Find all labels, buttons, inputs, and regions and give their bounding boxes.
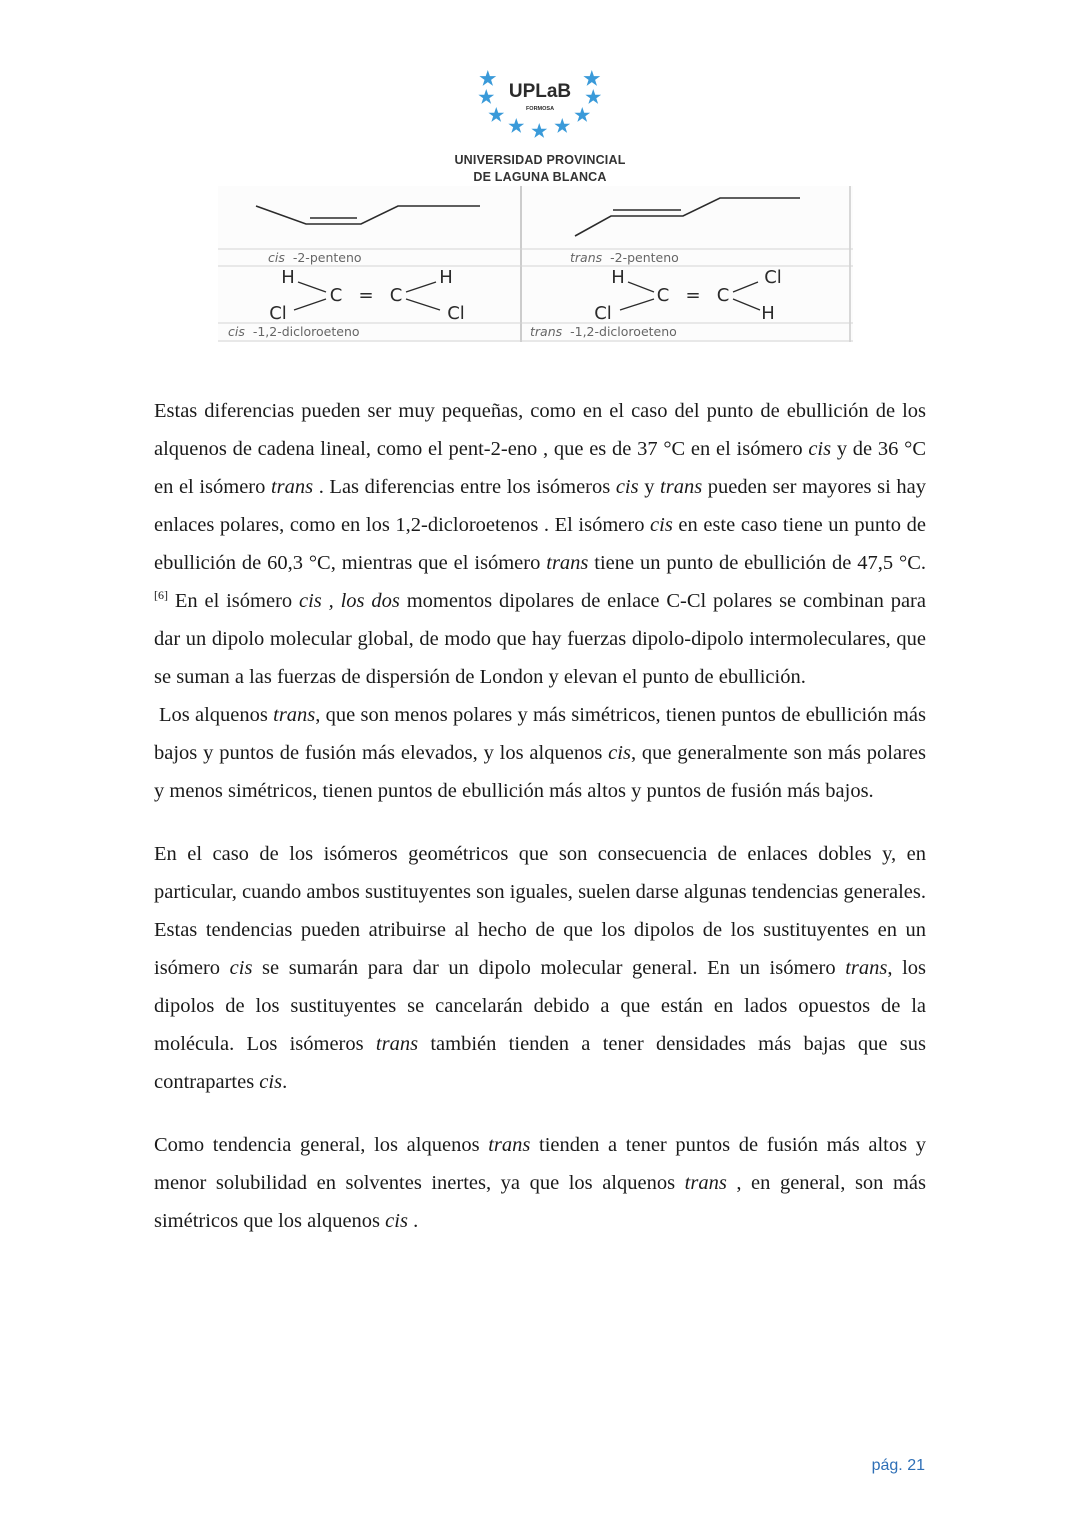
svg-text:H: H <box>281 267 295 288</box>
star-icon <box>508 118 524 133</box>
isomer-figure <box>218 186 853 342</box>
star-icon <box>531 123 547 138</box>
svg-text:H: H <box>439 267 453 288</box>
svg-text:C: C <box>329 285 343 306</box>
svg-text:C: C <box>389 285 403 306</box>
svg-text:cis -1,2-dicloroeteno <box>228 324 360 339</box>
star-icon <box>583 70 600 86</box>
svg-text:C: C <box>656 285 670 306</box>
logo-subtext: FORMOSA <box>525 106 555 112</box>
star-ring-icon <box>475 62 605 144</box>
paragraph-3: En el caso de los isómeros geométricos que son consecuencia de enlaces dobles y, en particular, cuando ambos sustituyentes son iguales, suelen darse algunas tendencias generales. Estas tendencias pueden atribuirse al hecho de que los dipolos de los sustituyentes en un isómero cis se sumarán para dar un dipolo molecular general. En un isómero trans, los dipolos de los sustituyentes se cancelarán debido a que están en lados opuestos de la molécula. Los isómeros trans también tienden a tener densidades más bajas que sus contrapartes cis. <box>154 843 927 1093</box>
svg-text:cis -2-penteno <box>268 250 362 265</box>
university-name-line2: DE LAGUNA BLANCA <box>473 170 607 184</box>
star-icon <box>554 118 570 133</box>
body-text <box>154 392 926 1240</box>
university-name-line1: UNIVERSIDAD PROVINCIAL <box>454 153 626 167</box>
paragraph-2: Los alquenos trans, que son menos polares y más simétricos, tienen puntos de ebullición más bajos y puntos de fusión más elevados, y los alquenos cis, que generalmente son más polares y menos simétricos, tienen puntos de ebullición más altos y puntos de fusión más bajos. <box>154 704 926 802</box>
svg-text:=: = <box>358 285 374 306</box>
svg-text:Cl: Cl <box>764 267 782 288</box>
compound-label: -2-penteno <box>610 250 679 265</box>
citation-ref: [6] <box>154 588 168 603</box>
star-icon <box>574 107 590 122</box>
star-icon <box>488 107 504 122</box>
svg-text:Cl: Cl <box>447 303 465 324</box>
paragraph-4: Como tendencia general, los alquenos trans tienden a tener puntos de fusión más altos y menor solubilidad en solventes inertes, ya que los alquenos trans , en general, son más simétricos que los alquenos cis . <box>154 1134 926 1232</box>
compound-label: -1,2-dicloroeteno <box>570 324 677 339</box>
star-icon <box>478 89 494 104</box>
svg-text:C: C <box>716 285 730 306</box>
page-number: pág. 21 <box>871 1457 925 1474</box>
svg-text:Cl: Cl <box>269 303 287 324</box>
compound-label: -2-penteno <box>292 250 362 265</box>
svg-text:=: = <box>685 285 701 306</box>
svg-text:Cl: Cl <box>594 303 612 324</box>
isomer-label: trans <box>570 250 603 265</box>
svg-text:H: H <box>761 303 775 324</box>
isomer-label: cis <box>228 324 245 339</box>
logo-text: UPLaB <box>508 81 572 102</box>
compound-label: -1,2-dicloroeteno <box>252 324 360 339</box>
isomer-label: trans <box>530 324 563 339</box>
star-icon <box>479 70 496 86</box>
university-logo <box>0 62 1080 186</box>
svg-text:H: H <box>611 267 625 288</box>
svg-text:trans -2-penteno <box>570 250 679 265</box>
isomer-label: cis <box>268 250 285 265</box>
star-icon <box>585 89 601 104</box>
paragraph-1: Estas diferencias pueden ser muy pequeñas, como en el caso del punto de ebullición de los alquenos de cadena lineal, como el pent-2-eno , que es de 37 °C en el isómero cis y de 36 °C en el isómero trans . Las diferencias entre los isómeros cis y trans pueden ser mayores si hay enlaces polares, como en los 1,2-dicloroetenos . El isómero cis en este caso tiene un punto de ebullición de 60,3 °C, mientras que el isómero trans tiene un punto de ebullición de 47,5 °C. [6] En el isómero cis , los dos momentos dipolares de enlace C-Cl polares se combinan para dar un dipolo molecular global, de modo que hay fuerzas dipolo-dipolo intermoleculares, que se suman a las fuerzas de dispersión de London y elevan el punto de ebullición. <box>154 400 926 688</box>
svg-text:trans -1,2-dicloroeteno <box>530 324 677 339</box>
